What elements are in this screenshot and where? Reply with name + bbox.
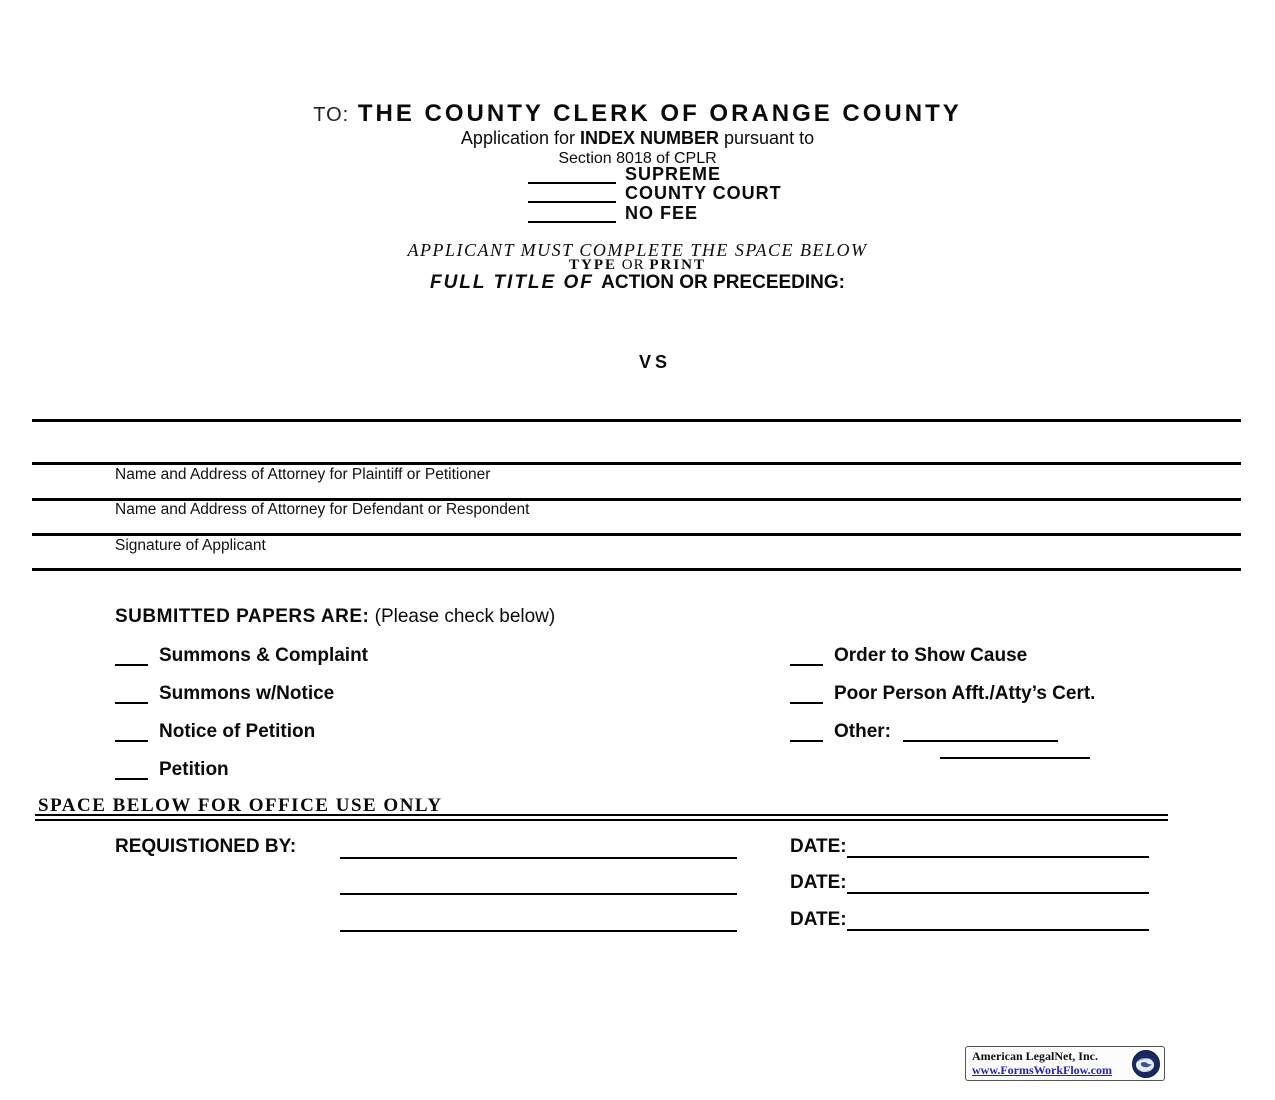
footer-text xyxy=(972,1050,1131,1076)
full-title-rest: ACTION OR PRECEEDING: xyxy=(601,272,846,293)
poor-person-check-blank[interactable] xyxy=(790,687,823,704)
footer-website-link[interactable]: www.FormsWorkFlow.com xyxy=(972,1062,1112,1077)
requisitioned-by-label: REQUISTIONED BY: xyxy=(115,836,297,857)
summons-notice-check-blank[interactable] xyxy=(115,687,148,704)
date-row-1 xyxy=(790,836,1149,858)
caption-rule-5 xyxy=(32,568,1241,571)
instruction-complete-space: APPLICANT MUST COMPLETE THE SPACE BELOW xyxy=(407,240,868,260)
office-use-double-rule xyxy=(35,814,1168,821)
submitted-papers-note: (Please check below) xyxy=(369,606,556,627)
court-option-no-fee xyxy=(528,203,782,223)
check-row-poor-person xyxy=(790,684,1095,704)
order-show-cause-label: Order to Show Cause xyxy=(834,645,1028,666)
check-row-notice-of-petition xyxy=(115,722,315,742)
section-reference: Section 8018 of CPLR xyxy=(558,150,717,167)
date-fill-line-2[interactable] xyxy=(847,873,1149,894)
petition-label: Petition xyxy=(159,759,229,780)
form-title-line xyxy=(0,100,1275,128)
supreme-check-blank[interactable] xyxy=(528,166,616,184)
no-fee-label: NO FEE xyxy=(625,202,699,223)
date-label-1: DATE: xyxy=(790,836,847,857)
page-title: THE COUNTY CLERK OF ORANGE COUNTY xyxy=(357,100,962,127)
check-row-order-show-cause xyxy=(790,646,1027,666)
other-check-blank[interactable] xyxy=(790,725,823,742)
requisitioned-by-line-3[interactable] xyxy=(340,909,737,932)
defendant-attorney-label: Name and Address of Attorney for Defendant or Respondent xyxy=(115,501,530,518)
court-type-options xyxy=(528,164,782,223)
order-show-cause-check-blank[interactable] xyxy=(790,649,823,666)
supreme-label: SUPREME xyxy=(625,163,722,184)
caption-rule-4 xyxy=(32,533,1241,536)
application-subtitle xyxy=(0,128,1275,149)
or-word: OR xyxy=(617,257,650,273)
check-row-summons-complaint xyxy=(115,646,368,666)
check-row-petition xyxy=(115,760,229,780)
date-row-3 xyxy=(790,909,1149,931)
vs-separator: VS xyxy=(638,352,671,372)
print-word: PRINT xyxy=(649,257,707,273)
subtitle-index-number: INDEX NUMBER xyxy=(580,128,720,148)
date-fill-line-3[interactable] xyxy=(847,910,1149,931)
globe-icon xyxy=(1131,1049,1161,1079)
date-row-2 xyxy=(790,872,1149,894)
summons-notice-label: Summons w/Notice xyxy=(159,683,335,704)
type-word: TYPE xyxy=(568,257,617,273)
submitted-papers-bold: SUBMITTED PAPERS ARE: xyxy=(115,606,370,627)
office-use-heading: SPACE BELOW FOR OFFICE USE ONLY xyxy=(38,795,443,816)
date-fill-line-1[interactable] xyxy=(847,837,1149,858)
caption-rule-1 xyxy=(32,419,1241,422)
signature-of-applicant-label: Signature of Applicant xyxy=(115,537,266,554)
full-title-italic: FULL TITLE OF xyxy=(429,272,602,293)
legalnet-footer-box xyxy=(965,1046,1165,1081)
full-title-heading xyxy=(0,272,1275,294)
notice-of-petition-label: Notice of Petition xyxy=(159,721,316,742)
date-label-2: DATE: xyxy=(790,872,847,893)
requisitioned-by-line-1[interactable] xyxy=(340,836,737,859)
requisitioned-by-line-2[interactable] xyxy=(340,872,737,895)
plaintiff-attorney-label: Name and Address of Attorney for Plaintiff or Petitioner xyxy=(115,466,491,483)
caption-rule-2 xyxy=(32,462,1241,465)
summons-complaint-label: Summons & Complaint xyxy=(159,645,369,666)
poor-person-label: Poor Person Afft./Atty’s Cert. xyxy=(834,683,1096,704)
date-label-3: DATE: xyxy=(790,909,847,930)
to-prefix: TO: xyxy=(313,104,350,126)
other-fill-in-line-2[interactable] xyxy=(940,738,1090,759)
county-court-check-blank[interactable] xyxy=(528,185,616,203)
summons-complaint-check-blank[interactable] xyxy=(115,649,148,666)
notice-of-petition-check-blank[interactable] xyxy=(115,725,148,742)
court-option-county-court xyxy=(528,184,782,204)
petition-check-blank[interactable] xyxy=(115,763,148,780)
other-label: Other: xyxy=(834,721,891,742)
check-row-summons-notice xyxy=(115,684,334,704)
subtitle-pre: Application for xyxy=(460,128,580,148)
submitted-papers-heading xyxy=(115,606,555,628)
court-option-supreme xyxy=(528,164,782,184)
county-court-label: COUNTY COURT xyxy=(625,183,782,203)
subtitle-post: pursuant to xyxy=(719,128,815,148)
no-fee-check-blank[interactable] xyxy=(528,205,616,223)
footer-company-name: American LegalNet, Inc. xyxy=(972,1049,1098,1064)
